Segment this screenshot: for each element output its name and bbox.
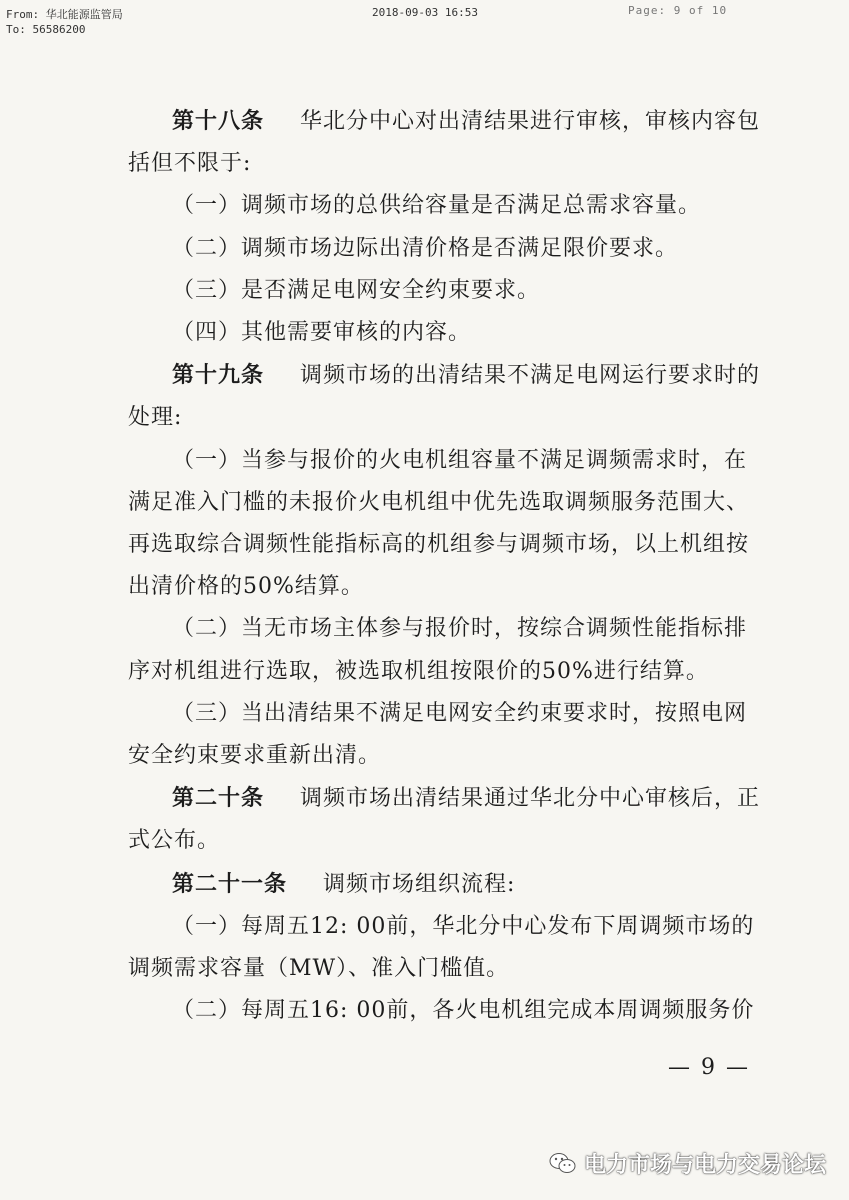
list-item: （二）每周五16: 00前，各火电机组完成本周调频服务价 bbox=[172, 998, 755, 1024]
fax-to: To: 56586200 bbox=[6, 23, 86, 36]
list-item: （三）是否满足电网安全约束要求。 bbox=[172, 277, 541, 303]
article-19 bbox=[128, 354, 768, 439]
fax-page: Page: 9 of 10 bbox=[628, 4, 728, 17]
list-item: （一）当参与报价的火电机组容量不满足调频需求时，在满足准入门槛的未报价火电机组中优先选取调频服务范围大、再选取综合调频性能指标高的机组参与调频市场，以上机组按出清价格的50%结算。 bbox=[128, 447, 750, 600]
list-item: （四）其他需要审核的内容。 bbox=[172, 320, 472, 346]
article-text: 华北分中心对出清结果进行审核，审核内容包括但不限于: bbox=[128, 109, 761, 177]
list-item: （一）每周五12: 00前，华北分中心发布下周调频市场的调频需求容量（MW）、准入门槛值。 bbox=[128, 913, 755, 982]
article-text: 调频市场的出清结果不满足电网运行要求时的处理: bbox=[128, 363, 761, 431]
article-number: 第十八条 bbox=[172, 108, 265, 134]
wechat-icon bbox=[548, 1151, 578, 1175]
article-number: 第二十条 bbox=[172, 785, 265, 812]
article-text: 调频市场出清结果通过华北分中心审核后，正式公布。 bbox=[128, 786, 761, 854]
page-number: — 9 — bbox=[668, 1055, 750, 1080]
list-item: （三）当出清结果不满足电网安全约束要求时，按照电网安全约束要求重新出清。 bbox=[128, 700, 748, 769]
fax-header bbox=[0, 0, 849, 40]
article-18 bbox=[128, 100, 768, 185]
watermark-text: 电力市场与电力交易论坛 bbox=[584, 1152, 827, 1178]
list-item: （二）当无市场主体参与报价时，按综合调频性能指标排序对机组进行选取，被选取机组按限价的50%进行结算。 bbox=[128, 616, 748, 684]
fax-from: From: 华北能源监管局 bbox=[6, 8, 123, 21]
fax-time: 2018-09-03 16:53 bbox=[372, 6, 478, 19]
watermark bbox=[548, 1148, 826, 1178]
article-21 bbox=[128, 863, 768, 906]
article-number: 第十九条 bbox=[172, 362, 265, 389]
list-item: （二）调频市场边际出清价格是否满足限价要求。 bbox=[172, 235, 679, 261]
article-text: 调频市场组织流程: bbox=[323, 871, 516, 897]
article-20 bbox=[128, 777, 768, 862]
list-item: （一）调频市场的总供给容量是否满足总需求容量。 bbox=[172, 193, 702, 219]
document-body bbox=[128, 100, 768, 1032]
article-number: 第二十一条 bbox=[172, 870, 288, 897]
